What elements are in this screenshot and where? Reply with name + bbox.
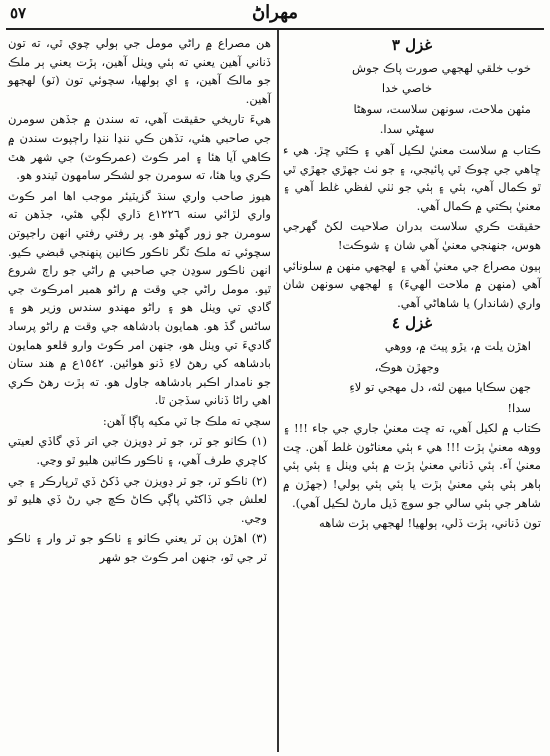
right-column <box>283 34 541 535</box>
paragraph: سچي ته ملڪ جا ٽي مکيه پاڳا آهن: <box>102 413 271 428</box>
paragraph: هيءَ تاريخي حقيقت آهي، ته سندن ۾ جڏهن سومرن جي صاحبي هئي، تڏهن ڪي ننڍا ننڍا راڄپوت سندن ۾ ڪاهي آيا هئا ۽ امر ڪوٽ (عمرڪوٽ) جي شهر هٿ ڪري ويا هئا، ته سومرن جو لشڪر سامهون ٿيندو هو. <box>8 112 271 183</box>
verse-line: جهن سڪايا ميھن لئه، دل مهجي تو لاءِ <box>349 380 531 395</box>
list-item: (٢) ٺاڪو ٽر، جو ٽر ڊويزن جي ڏکڻ ڏي ٿرپارڪر ۽ جي لعلش جي ڏاکڻي پاڳي ڪاڻ ڪڇ جي رڻ ڏي هليو ٿو وڃي. <box>8 473 267 525</box>
paragraph: هيوز صاحب واري سنڌ گزيٽيئر موجب اها امر ڪوٽ واري لڙائي سنه ١٢٢٦ع ڌاري لڳي هئي، جڏهن ته سومرن جو زور گهڻو هو. پر رفتي رفتي انهن راجپوتن سچوئي ته ملڪ ٽگر ٺاڪور ڪاٺين پنهنجي قبضي ڪيو. انهن ٺاڪور سوڍن جي صاحبي ۾ راڻي جو راڄ شروع ٿيو. مومل راڻي جي وقت ۾ راڻو همير امرڪوٽ جي گادي تي ويٺل هو ۽ راڻو مهندو سندس وزير هو ۽ ساڻس گڏ هو. همايون بادشاهه جي وقت ۾ راڻو پرساد گاديءَ تي ويٺل هو، جنهن امر ڪوٽ وارو قلعو همايون بادشاهه کي رهڻ لاءِ ڏنو هوائين. ١٥٤٢ع ۾ هند ستان جو نامدار اڪبر بادشاهه جاول هو. ته ٻڙت رهڻ ڪري اهي راڻا ڏناني سڏجن ٿا. <box>8 188 271 408</box>
verse-line: وجهڙن هوڪ، <box>374 359 440 374</box>
list-item: (١) ڪاٺو جو ٽر، جو ٽر ڊويزن جي اتر ڏي گاڏي لعيتي کاچري طرف آهي، ۽ ٺاڪور ڪاٺين هليو ٿو وڃي. <box>8 434 267 468</box>
paragraph: حقيقت ڪري سلاست بدران صلاحيت لکڻ گهرجي هوس، جنهنجي معنيٰ آهي شان ۽ شوڪت! <box>283 219 541 252</box>
paragraph: هن مصراع ۾ راڻي مومل جي ٻولي چوي ٿي، ته تون ڏناني آهين يعني ته ٻئي ويٺل آهين، ٻڙت يعني ٻر ملڪ جو مالڪ آهين، ۽ اي ٻولهيا، سچوئي تون (ٽو) لهجهو آهين. <box>8 36 271 106</box>
verse-line: سدا! <box>507 400 531 415</box>
verse-line: اهڙن يلت ۾، يڙو پيٽ ۾، ووهي <box>384 338 531 353</box>
header-rule <box>6 28 544 30</box>
paragraph: ڪتاب ۾ لکيل آهي، ته ڇت معنيٰ جاري جي جاء !!! ۽ ووهه معنيٰ ٻڙت !!! هي ء ٻئي معناڻون غلط آهن. ڇت معنيٰ آء. ٻئي ڏناني معنيٰ ٻڙت ۾ ٻئي ويٺل ۽ ٻئي ٻئي ٻاهر ٻئي ٻئي معنيٰ ٻڙت يا ٻئي ٻئي ٻولي! (جهڙن ۾ شاهر جي ٻئي سالي جو سوچ ڏيل مارڻ لڪيل آهي). <box>283 421 541 510</box>
ghazal-3-heading: غزل ٣ <box>391 36 433 54</box>
paragraph: ڪتاب ۾ سلاست معنيٰ لڪيل آهي ۽ ڪٿي ڇڙ. هي ء ڇاهي جي چوڪ ٿي پائيجي، ۽ جو ٺٺ جهڙي جهڙي ٿي ٿو ڪمال آهي، ٻئي ۽ ٻئي جو ٺٺي لفظي غلط آهي ۽ معنيٰ ٻڪتي ۾ ڪمال آهي. <box>283 142 541 213</box>
paragraph: تون ڏناني، ٻڙت ڏلي، ٻولهيا! لهجهي ٻڙت شاهه <box>319 516 541 531</box>
journal-title: مهراڻ <box>251 2 299 23</box>
left-column <box>8 34 271 569</box>
list-item: (٣) اهڙن ٻن ٽر يعني ڪاٺو ۽ ٺاڪو جو ٽر وار ۽ ٺاڪو ٽر جي ٿو، جنهن امر ڪوٽ جو شهر <box>8 531 267 565</box>
verse-line: خاصي خدا <box>381 81 433 96</box>
verse-line: خوب خلقي لهجهي صورت پاڪ جوش <box>351 60 531 75</box>
verse-line: سهڻي سدا. <box>379 122 435 137</box>
page-number: ٥٧ <box>10 4 27 22</box>
paragraph: ٻيون مصراع جي معنيٰ آهي ۽ لهجهي منهن ۾ سلونائي آهي (منهن ۾ ملاحت الهيءَ) ۽ لهجهي سونهن شان واري (شاندار) يا شاهاڻي آهي. <box>283 258 541 310</box>
ghazal-4-heading: غزل ٤ <box>391 314 433 333</box>
page-header <box>6 2 544 28</box>
column-divider <box>277 30 279 752</box>
verse-line: مئهن ملاحت، سونهن سلاست، سوهڻا <box>353 101 531 116</box>
